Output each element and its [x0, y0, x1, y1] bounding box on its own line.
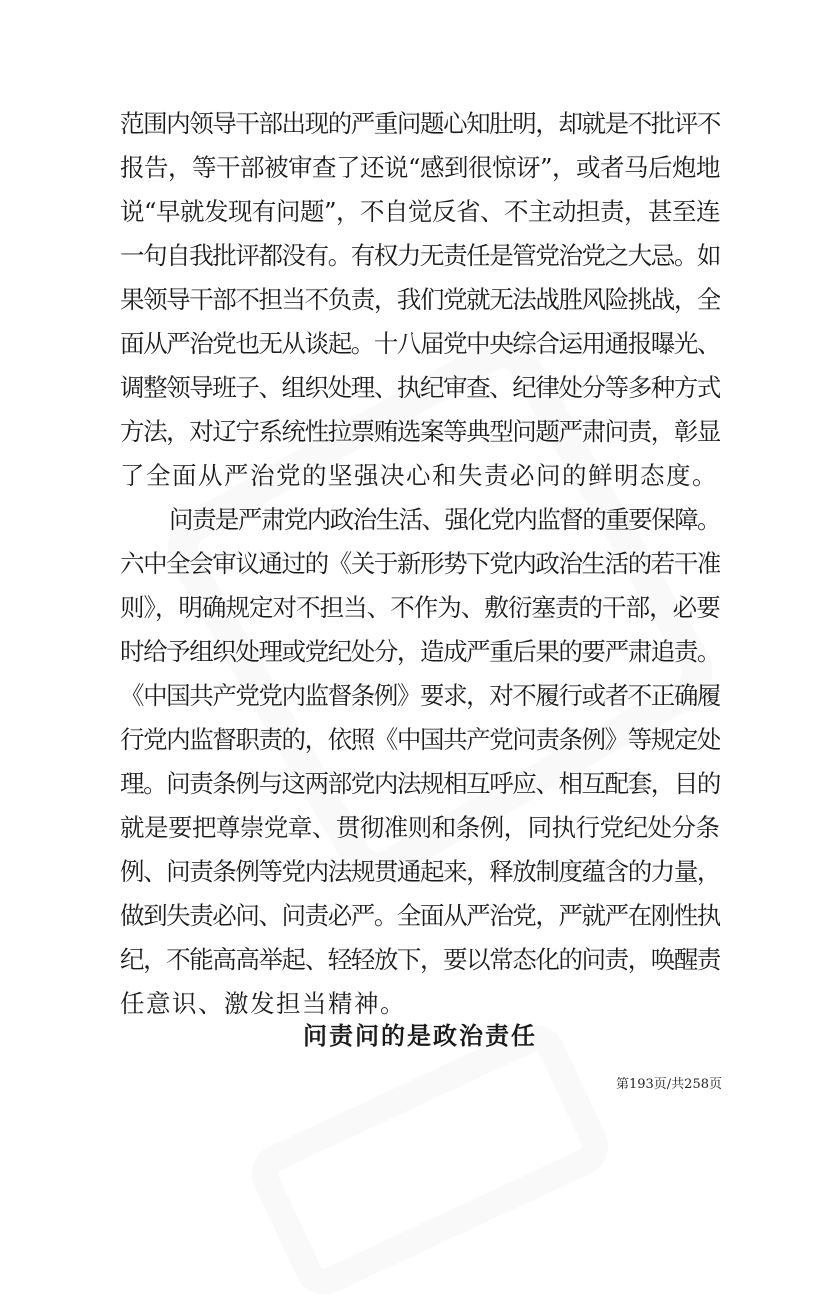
paragraph-line: 一句自我批评都没有。有权力无责任是管党治党之大忌。如 — [120, 241, 720, 270]
paragraph-line: 方法，对辽宁系统性拉票贿选案等典型问题严肃问责，彰显 — [120, 417, 720, 446]
section-heading: 问责问的是政治责任 — [303, 1021, 537, 1050]
watermark-logo-lower — [242, 1016, 618, 1304]
paragraph-line: 时给予组织处理或党纪处分，造成严重后果的要严肃追责。 — [120, 637, 720, 666]
paragraph-line: 《中国共产党党内监督条例》要求，对不履行或者不正确履 — [120, 681, 720, 710]
paragraph-line: 纪，不能高高举起、轻轻放下，要以常态化的问责，唤醒责 — [120, 945, 720, 974]
paragraph-line: 说“早就发现有问题”，不自觉反省、不主动担责，甚至连 — [120, 197, 720, 226]
paragraph-line: 任意识、激发担当精神。 — [120, 989, 406, 1018]
paragraph-line: 理。问责条例与这两部党内法规相互呼应、相互配套，目的 — [120, 769, 720, 798]
paragraph-line: 则》，明确规定对不担当、不作为、敷衍塞责的干部，必要 — [120, 593, 720, 622]
paragraph-line: 报告，等干部被审查了还说“感到很惊讶”，或者马后炮地 — [120, 153, 720, 182]
paragraph-line: 就是要把尊崇党章、贯彻准则和条例，同执行党纪处分条 — [120, 813, 720, 842]
page-number: 第193页/共258页 — [615, 1077, 722, 1092]
paragraph-line: 调整领导班子、组织处理、执纪审查、纪律处分等多种方式 — [120, 373, 720, 402]
paragraph-line: 例、问责条例等党内法规贯通起来，释放制度蕴含的力量， — [120, 857, 720, 886]
paragraph-line: 果领导干部不担当不负责，我们党就无法战胜风险挑战，全 — [120, 285, 720, 314]
paragraph-line: 行党内监督职责的，依照《中国共产党问责条例》等规定处 — [120, 725, 720, 754]
paragraph-line-indented: 问责是严肃党内政治生活、强化党内监督的重要保障。 — [169, 505, 720, 534]
paragraph-line: 六中全会审议通过的《关于新形势下党内政治生活的若干准 — [120, 549, 720, 578]
paragraph-line: 做到失责必问、问责必严。全面从严治党，严就严在刚性执 — [120, 901, 720, 930]
paragraph-line: 了全面从严治党的坚强决心和失责必问的鲜明态度。 — [120, 461, 718, 490]
paragraph-line: 面从严治党也无从谈起。十八届党中央综合运用通报曝光、 — [120, 329, 720, 358]
paragraph-line: 范围内领导干部出现的严重问题心知肚明，却就是不批评不 — [120, 109, 720, 138]
